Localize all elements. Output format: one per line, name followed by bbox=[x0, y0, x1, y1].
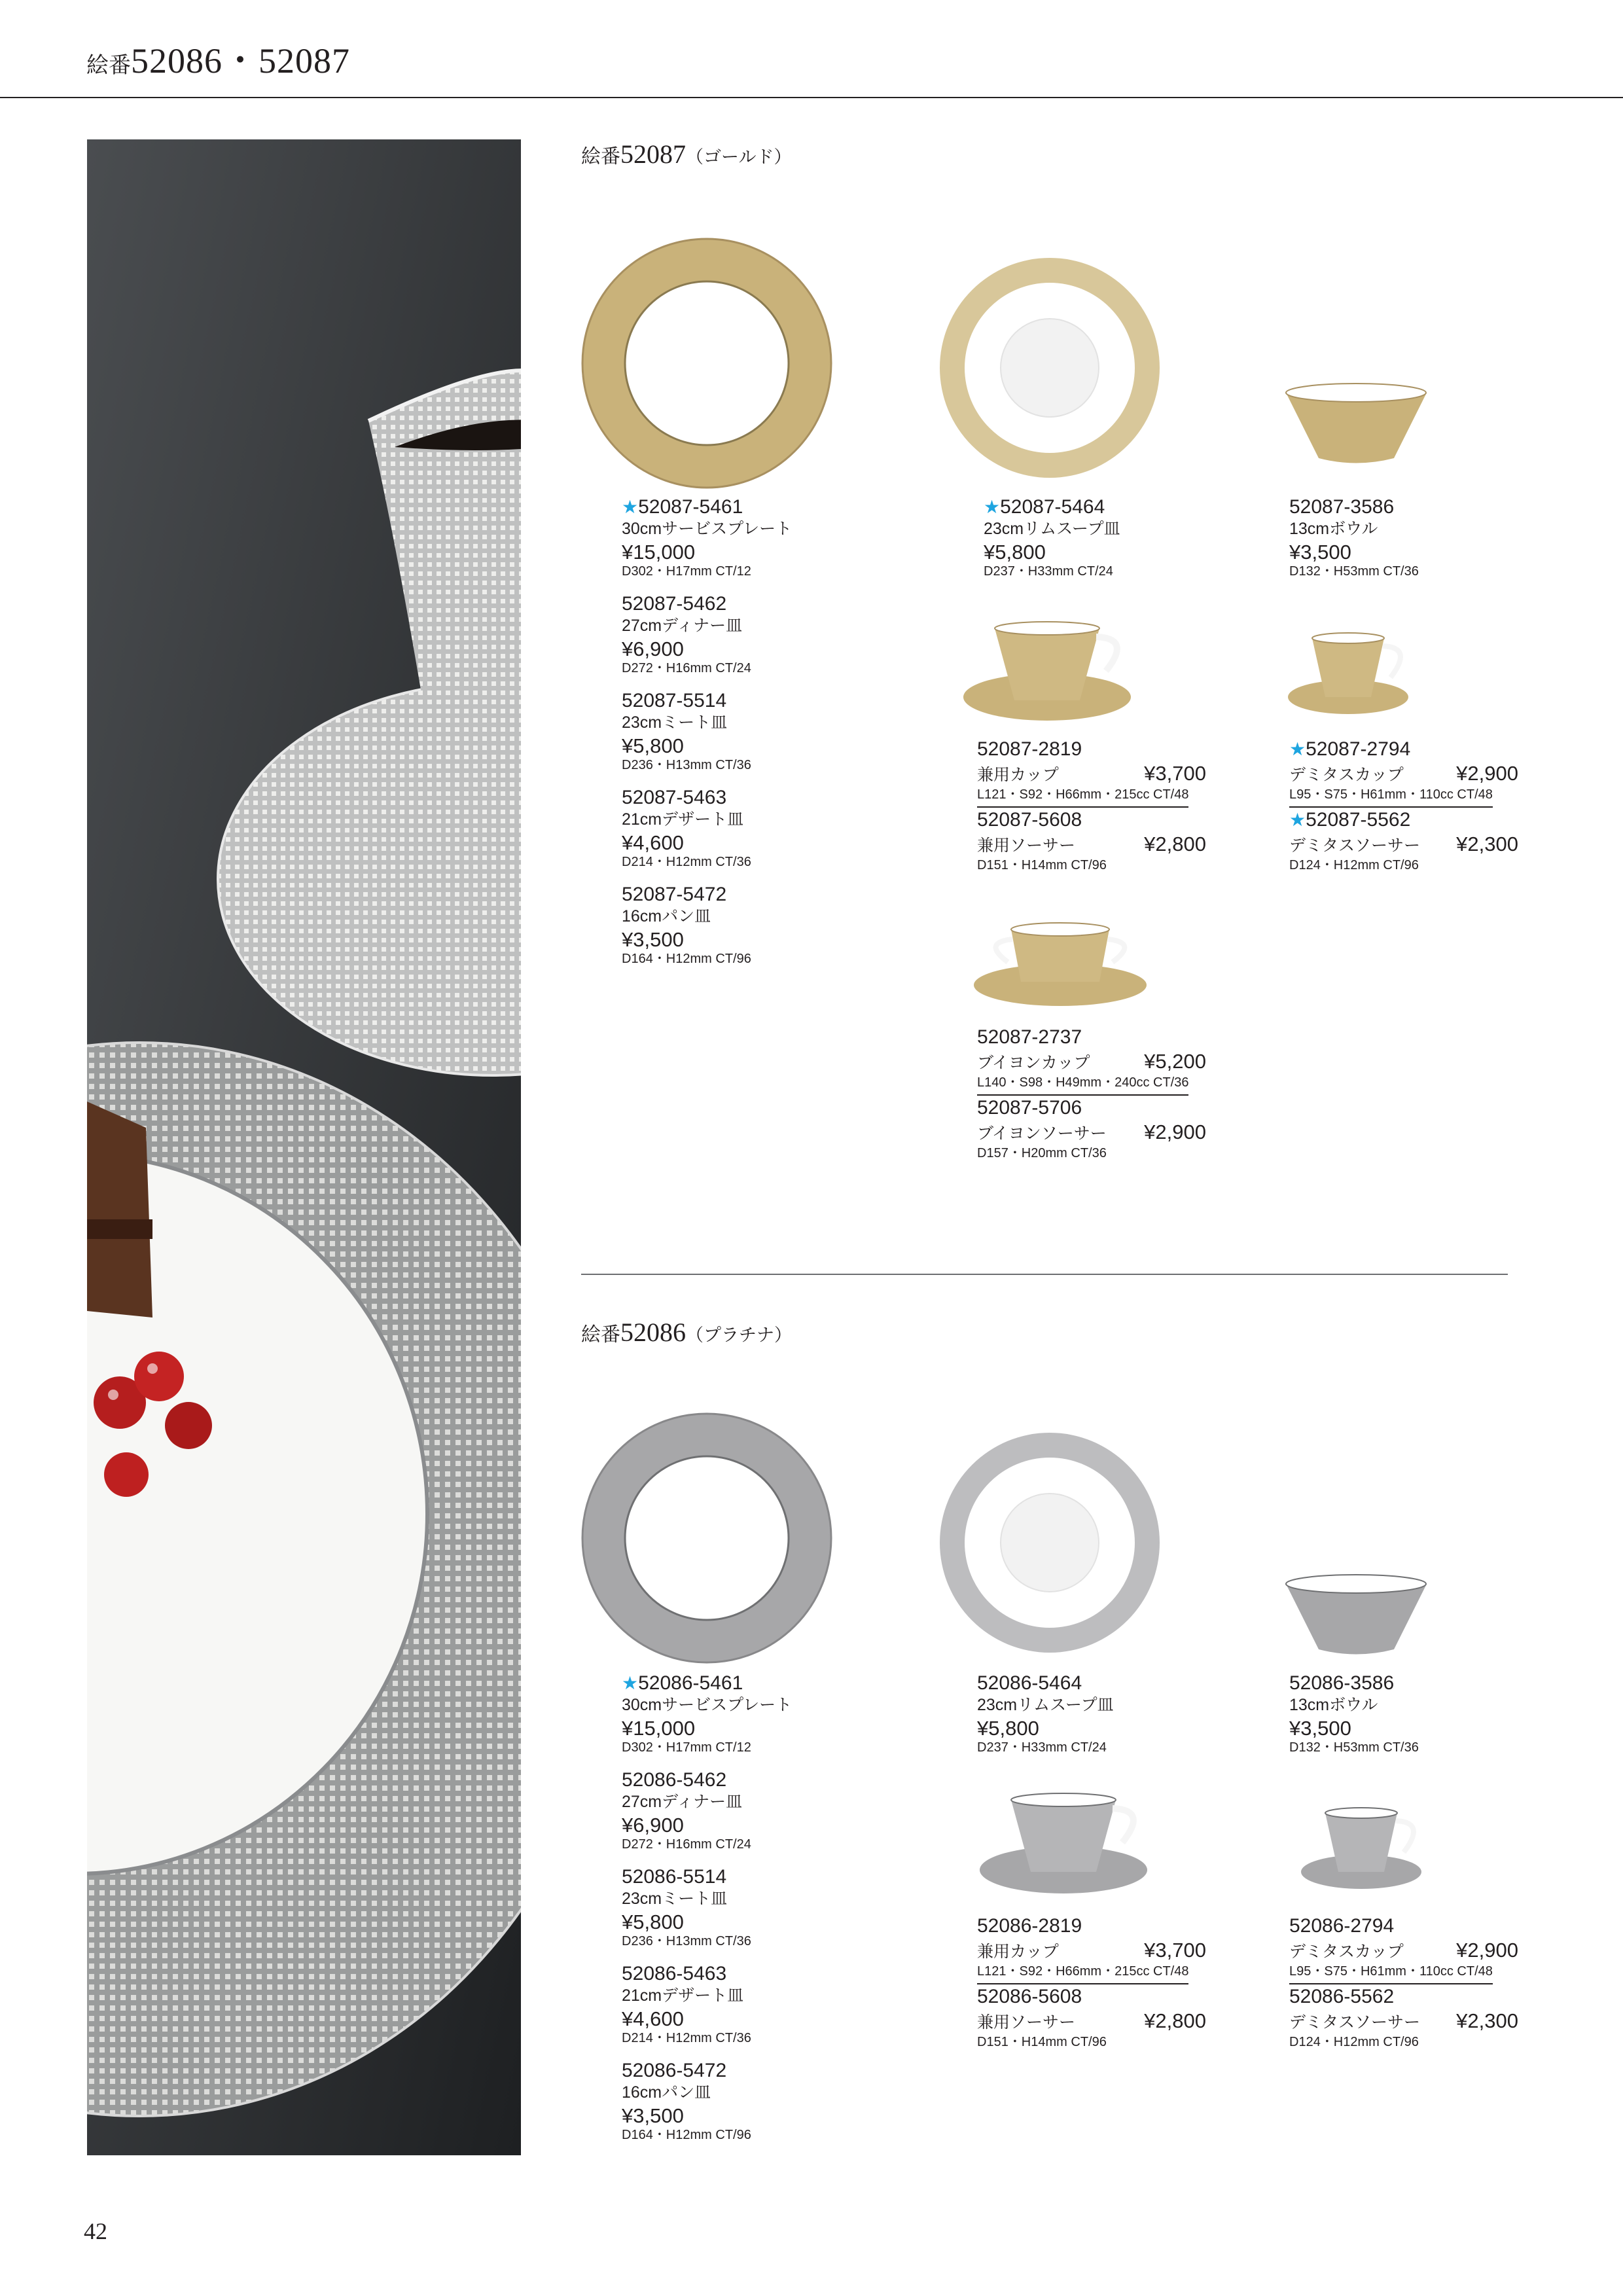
star-mark: ★ bbox=[1289, 739, 1306, 759]
gold-rim-soup-plate-image bbox=[937, 255, 1163, 481]
gold-bouillon-cup-image bbox=[972, 916, 1149, 1008]
star-mark: ★ bbox=[984, 497, 1001, 517]
item-52087-5462: 52087-5462 27cmディナー皿 ¥6,900 D272・H16mm CT/24 bbox=[622, 593, 751, 675]
item-52086-5463: 52086-5463 21cmデザート皿 ¥4,600 D214・H12mm CT/36 bbox=[622, 1963, 751, 2045]
gold-demitasse-image bbox=[1286, 632, 1427, 717]
platinum-rim-soup-plate-image bbox=[937, 1430, 1163, 1656]
page-title: 絵番52086・52087 bbox=[86, 41, 350, 81]
item-52086-5472: 52086-5472 16cmパン皿 ¥3,500 D164・H12mm CT/96 bbox=[622, 2060, 751, 2142]
item-52087-2737: 52087-2737 ブイヨンカップ ¥5,200 L140・S98・H49mm・240cc CT/36 bbox=[977, 1028, 1206, 1096]
item-52086-5562: 52086-5562 デミタスソーサー ¥2,300 D124・H12mm CT/96 bbox=[1289, 1986, 1518, 2049]
item-52087-2819: 52087-2819 兼用カップ ¥3,700 L121・S92・H66mm・215cc CT/48 bbox=[977, 740, 1206, 808]
gold-cup-saucer-image bbox=[962, 619, 1139, 723]
item-52086-2794: 52086-2794 デミタスカップ ¥2,900 L95・S75・H61mm・110cc CT/48 bbox=[1289, 1916, 1518, 1984]
item-52087-5562: ★52087-5562 デミタスソーサー ¥2,300 D124・H12mm CT/96 bbox=[1289, 809, 1518, 872]
header-rule bbox=[0, 97, 1623, 98]
star-mark: ★ bbox=[622, 497, 639, 517]
section-heading-52086: 絵番52086（プラチナ） bbox=[581, 1318, 792, 1347]
section-heading-52087: 絵番52087（ゴールド） bbox=[581, 139, 792, 169]
gold-service-plate-image bbox=[579, 236, 834, 491]
item-52086-2819: 52086-2819 兼用カップ ¥3,700 L121・S92・H66mm・215cc CT/48 bbox=[977, 1916, 1206, 1984]
star-mark: ★ bbox=[1289, 810, 1306, 830]
item-52087-5464: ★52087-5464 23cmリムスープ皿 ¥5,800 D237・H33mm CT/24 bbox=[984, 496, 1120, 579]
gold-bowl-image bbox=[1283, 383, 1430, 468]
item-52087-2794: ★52087-2794 デミタスカップ ¥2,900 L95・S75・H61mm・110cc CT/48 bbox=[1289, 740, 1518, 808]
platinum-cup-saucer-image bbox=[978, 1790, 1155, 1895]
item-52086-5462: 52086-5462 27cmディナー皿 ¥6,900 D272・H16mm CT/24 bbox=[622, 1769, 751, 1852]
item-52086-5608: 52086-5608 兼用ソーサー ¥2,800 D151・H14mm CT/96 bbox=[977, 1986, 1206, 2049]
platinum-service-plate-image bbox=[579, 1410, 834, 1666]
item-52087-5472: 52087-5472 16cmパン皿 ¥3,500 D164・H12mm CT/96 bbox=[622, 884, 751, 966]
item-52087-5514: 52087-5514 23cmミート皿 ¥5,800 D236・H13mm CT/36 bbox=[622, 690, 751, 772]
item-52087-5461: ★52087-5461 30cmサービスプレート ¥15,000 D302・H17mm CT/12 bbox=[622, 496, 793, 579]
item-52087-3586: 52087-3586 13cmボウル ¥3,500 D132・H53mm CT/36 bbox=[1289, 496, 1419, 579]
item-52087-5608: 52087-5608 兼用ソーサー ¥2,800 D151・H14mm CT/96 bbox=[977, 809, 1206, 872]
item-52086-5464: 52086-5464 23cmリムスープ皿 ¥5,800 D237・H33mm CT/24 bbox=[977, 1672, 1114, 1755]
item-52086-5461: ★52086-5461 30cmサービスプレート ¥15,000 D302・H17mm CT/12 bbox=[622, 1672, 793, 1755]
star-mark: ★ bbox=[622, 1673, 639, 1693]
item-52087-5706: 52087-5706 ブイヨンソーサー ¥2,900 D157・H20mm CT/36 bbox=[977, 1097, 1206, 1160]
platinum-bowl-image bbox=[1283, 1574, 1430, 1659]
platinum-demitasse-image bbox=[1299, 1806, 1440, 1892]
item-52086-3586: 52086-3586 13cmボウル ¥3,500 D132・H53mm CT/36 bbox=[1289, 1672, 1419, 1755]
tableware-photo bbox=[87, 139, 521, 2155]
page-number: 42 bbox=[84, 2218, 107, 2244]
item-52086-5514: 52086-5514 23cmミート皿 ¥5,800 D236・H13mm CT/36 bbox=[622, 1866, 751, 1948]
item-52087-5463: 52087-5463 21cmデザート皿 ¥4,600 D214・H12mm CT/36 bbox=[622, 787, 751, 869]
section-divider bbox=[581, 1274, 1508, 1275]
